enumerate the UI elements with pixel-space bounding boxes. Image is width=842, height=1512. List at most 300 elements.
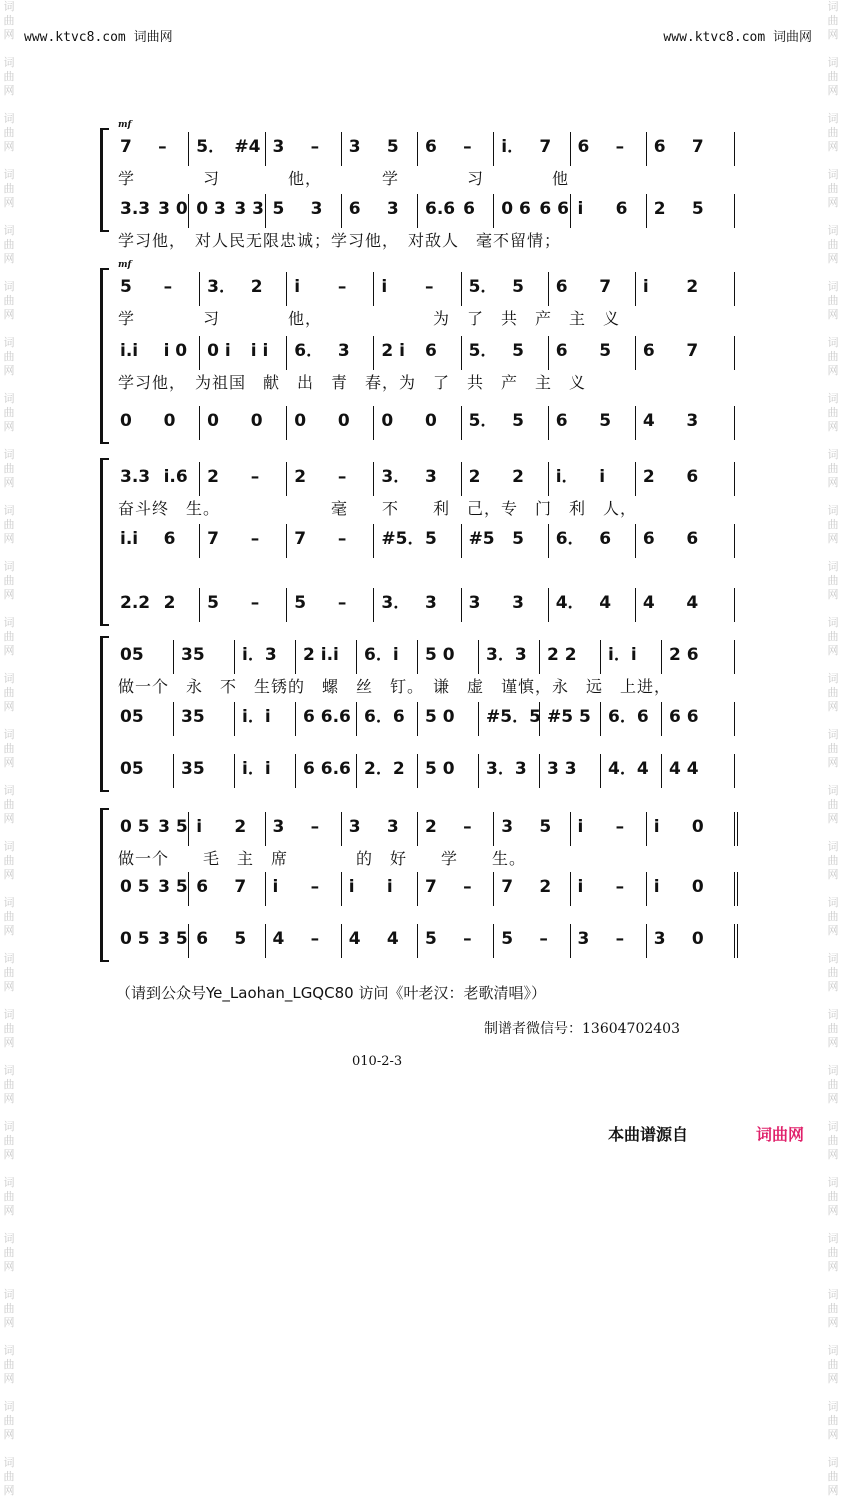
note-cell: 5	[425, 929, 437, 949]
note-cell: –	[310, 817, 320, 837]
bar-line	[661, 640, 662, 674]
note-cell: 0	[250, 411, 263, 431]
note-cell: 5	[512, 411, 524, 431]
note-cell: 6	[425, 137, 437, 157]
watermark-column-right: 词 曲 网 词 曲 网 词 曲 网 词 曲 网 词 曲 网 词 曲 网 词 曲 网 词 曲 网 词 曲 网 词 曲 网 词 曲 网 词 曲 网 词 曲 网 词 曲 网 词 曲 网 词 曲 网 词 曲 网 词 曲 网 词 曲 网 词 曲 网 词 曲 网 词 曲 网 词 曲 网 词 曲 网 词 曲 网 词 曲 网 词 曲 网	[827, 0, 839, 1497]
note-cell: 7	[234, 877, 247, 897]
note-cell: 35	[181, 707, 205, 727]
bar-line	[646, 132, 647, 166]
staff-line	[116, 524, 742, 554]
note-cell: 6	[642, 529, 655, 549]
note-cell: 4．	[555, 593, 585, 613]
bar-line	[646, 872, 647, 906]
note-cell: 0	[691, 817, 704, 837]
bar-line	[341, 872, 342, 906]
bar-line	[570, 132, 571, 166]
end-bar-line	[734, 132, 735, 166]
bar-line	[373, 272, 374, 306]
note-cell: 2	[425, 817, 437, 837]
bar-line	[646, 194, 647, 228]
bar-line	[295, 640, 296, 674]
bar-line	[493, 132, 494, 166]
bar-line	[356, 754, 357, 788]
note-cell: i	[577, 877, 584, 897]
bar-line	[478, 702, 479, 736]
note-cell: 5．	[196, 137, 226, 157]
note-cell: 6	[686, 467, 699, 487]
note-cell: –	[163, 277, 173, 297]
note-cell: –	[463, 877, 472, 897]
note-cell: 6	[642, 341, 655, 361]
bar-line	[373, 524, 374, 558]
note-cell: 2	[234, 817, 247, 837]
note-cell: 0 5	[120, 817, 150, 837]
note-cell: 0 6	[501, 199, 531, 219]
bar-line	[341, 924, 342, 958]
note-cell: 2 i	[381, 341, 405, 361]
dynamic-marking: mf	[118, 260, 132, 270]
note-cell: –	[615, 929, 625, 949]
staff-line	[116, 702, 742, 732]
note-cell: 6	[577, 137, 590, 157]
note-cell: 3.3	[120, 467, 151, 487]
note-cell: i i	[250, 341, 269, 361]
note-cell: 5	[539, 817, 552, 837]
note-cell: i	[653, 877, 660, 897]
note-cell: i	[196, 817, 203, 837]
bar-line	[188, 872, 189, 906]
bar-line	[461, 272, 462, 306]
note-cell: 4	[686, 593, 699, 613]
note-cell: 2 2	[547, 645, 577, 665]
bar-line	[635, 336, 636, 370]
bar-line	[417, 872, 418, 906]
note-cell: 6 6	[669, 707, 699, 727]
note-cell: 0 5	[120, 929, 150, 949]
bar-line	[199, 272, 200, 306]
bar-line	[265, 812, 266, 846]
note-cell: 6	[615, 199, 628, 219]
bar-line	[286, 524, 287, 558]
score-system	[104, 640, 742, 788]
system-bracket	[100, 458, 109, 626]
staff-line	[116, 406, 742, 436]
bar-line	[635, 588, 636, 622]
bar-line	[417, 132, 418, 166]
note-cell: 4	[599, 593, 612, 613]
bar-line	[295, 702, 296, 736]
note-cell: 7	[686, 341, 699, 361]
bar-line	[356, 640, 357, 674]
bar-line	[373, 462, 374, 496]
note-cell: 6	[555, 411, 568, 431]
note-cell: 6．	[555, 529, 585, 549]
site-logo[interactable]: 词曲网	[756, 1125, 805, 1144]
note-cell: 4	[642, 411, 655, 431]
note-cell: 5	[234, 929, 247, 949]
bar-line	[548, 406, 549, 440]
note-cell: 3 5	[158, 929, 188, 949]
note-cell: 7	[425, 877, 437, 897]
note-cell: 5	[272, 199, 285, 219]
note-cell: 6．6	[608, 707, 649, 727]
note-cell: 2	[163, 593, 176, 613]
note-cell: 7	[501, 877, 514, 897]
maker-contact: 制谱者微信号：13604702403	[484, 1021, 680, 1037]
note-cell: 2 i.i	[303, 645, 339, 665]
lyric-line: 学 习 他， 学 习 他	[118, 169, 570, 188]
bar-line	[493, 924, 494, 958]
note-cell: 05	[120, 707, 144, 727]
note-cell: i．	[555, 467, 579, 487]
system-bracket	[100, 268, 109, 444]
note-cell: 0 5	[120, 877, 150, 897]
bar-line	[600, 640, 601, 674]
note-cell: 3	[348, 137, 361, 157]
bar-line	[570, 194, 571, 228]
note-cell: 2	[642, 467, 655, 487]
bar-line	[461, 524, 462, 558]
staff-line	[116, 462, 742, 492]
bar-line	[265, 872, 266, 906]
note-cell: 7	[120, 137, 132, 157]
bar-line	[661, 702, 662, 736]
bar-line	[548, 272, 549, 306]
note-cell: i	[381, 277, 388, 297]
note-cell: i	[642, 277, 649, 297]
note-cell: i	[272, 877, 279, 897]
note-cell: 3．	[381, 593, 411, 613]
note-cell: –	[615, 877, 625, 897]
staff-line	[116, 754, 742, 784]
note-cell: 3	[653, 929, 666, 949]
bar-line	[234, 640, 235, 674]
note-cell: –	[250, 467, 260, 487]
end-bar-line	[734, 406, 735, 440]
note-cell: 3	[501, 817, 514, 837]
note-cell: 6	[555, 341, 568, 361]
note-cell: 35	[181, 759, 205, 779]
bar-line	[570, 872, 571, 906]
bar-line	[199, 524, 200, 558]
note-cell: #5．	[381, 529, 425, 549]
note-cell: –	[539, 929, 548, 949]
end-bar-line	[734, 588, 735, 622]
note-cell: –	[158, 137, 167, 157]
note-cell: 7	[691, 137, 704, 157]
score-system	[104, 812, 742, 958]
note-cell: 4．4	[608, 759, 649, 779]
bar-line	[646, 812, 647, 846]
note-cell: –	[250, 593, 260, 613]
note-cell: 3 0	[158, 199, 188, 219]
note-cell: 5．	[468, 341, 498, 361]
note-cell: i.i	[120, 341, 139, 361]
end-bar-line	[734, 194, 735, 228]
note-cell: 2．2	[364, 759, 405, 779]
note-cell: 5	[512, 277, 524, 297]
note-cell: 3	[512, 593, 524, 613]
bar-line	[188, 812, 189, 846]
note-cell: 3	[386, 199, 399, 219]
note-cell: 3	[425, 467, 437, 487]
note-cell: 5	[512, 529, 524, 549]
note-cell: 5	[501, 929, 514, 949]
bar-line	[478, 754, 479, 788]
note-cell: #4	[234, 137, 261, 157]
bar-line	[417, 812, 418, 846]
note-cell: 5	[599, 341, 612, 361]
note-cell: 3	[272, 137, 285, 157]
note-cell: –	[337, 529, 347, 549]
note-cell: 4	[642, 593, 655, 613]
note-cell: 6	[425, 341, 437, 361]
bar-line	[548, 336, 549, 370]
note-cell: 0	[425, 411, 437, 431]
bar-line	[570, 812, 571, 846]
staff-line	[116, 588, 742, 618]
note-cell: i	[386, 877, 393, 897]
note-cell: 7	[599, 277, 612, 297]
bar-line	[478, 640, 479, 674]
bar-line	[373, 588, 374, 622]
end-bar-line	[734, 754, 735, 788]
note-cell: 6 6.6	[303, 759, 351, 779]
note-cell: 6	[686, 529, 699, 549]
bar-line	[646, 924, 647, 958]
note-cell: #5	[468, 529, 495, 549]
bar-line	[493, 812, 494, 846]
note-cell: 2	[207, 467, 219, 487]
bar-line	[548, 462, 549, 496]
note-cell: –	[250, 529, 260, 549]
note-cell: 3	[468, 593, 481, 613]
bar-line	[548, 524, 549, 558]
note-cell: 3	[272, 817, 285, 837]
bar-line	[417, 754, 418, 788]
end-bar-line	[734, 336, 735, 370]
note-cell: 7	[207, 529, 219, 549]
note-cell: 0	[120, 411, 132, 431]
note-cell: i 0	[163, 341, 188, 361]
note-cell: 6	[163, 529, 176, 549]
bar-line	[286, 462, 287, 496]
lyric-line: 学习他， 为祖国 献 出 青 春，为 了 共 产 主 义	[118, 373, 587, 392]
staff-line	[116, 336, 742, 366]
bar-line	[188, 924, 189, 958]
note-cell: 3	[310, 199, 323, 219]
note-cell: –	[310, 929, 320, 949]
note-cell: #5 5	[547, 707, 591, 727]
note-cell: 6	[599, 529, 612, 549]
note-cell: 2	[468, 467, 481, 487]
note-cell: 6 6.6	[303, 707, 351, 727]
bar-line	[461, 406, 462, 440]
note-cell: 3	[577, 929, 590, 949]
page-number: 010-2-3	[352, 1054, 403, 1069]
bar-line	[199, 462, 200, 496]
bar-line	[173, 702, 174, 736]
note-cell: 3．	[381, 467, 411, 487]
note-cell: 2.2	[120, 593, 151, 613]
bar-line	[173, 640, 174, 674]
note-cell: #5．5	[486, 707, 541, 727]
note-cell: 4	[386, 929, 399, 949]
note-cell: 3	[348, 817, 361, 837]
note-cell: i	[294, 277, 301, 297]
note-cell: 0	[691, 929, 704, 949]
note-cell: –	[337, 593, 347, 613]
bar-line	[461, 588, 462, 622]
bar-line	[570, 924, 571, 958]
source-label: 本曲谱源自	[608, 1125, 689, 1144]
bar-line	[341, 812, 342, 846]
note-cell: 3	[386, 817, 399, 837]
note-cell: 6	[555, 277, 568, 297]
bar-line	[373, 406, 374, 440]
note-cell: 0	[381, 411, 394, 431]
note-cell: 5	[599, 411, 612, 431]
note-cell: 3 3	[547, 759, 577, 779]
note-cell: –	[310, 137, 320, 157]
bar-line	[199, 406, 200, 440]
staff-line	[116, 872, 742, 902]
note-cell: 5	[294, 593, 307, 613]
note-cell: 5	[386, 137, 399, 157]
bar-line	[635, 462, 636, 496]
bar-line	[417, 640, 418, 674]
note-cell: 0	[691, 877, 704, 897]
note-cell: 5	[691, 199, 704, 219]
note-cell: i	[577, 817, 584, 837]
end-bar-line	[734, 272, 735, 306]
note-cell: 5	[425, 529, 437, 549]
note-cell: 6	[196, 929, 209, 949]
lyric-line: 奋斗终 生。 毫 不 利 己，专 门 利 人，	[118, 499, 638, 518]
note-cell: 5	[512, 341, 524, 361]
bar-line	[635, 524, 636, 558]
note-cell: 2	[686, 277, 699, 297]
bar-line	[286, 272, 287, 306]
note-cell: 5 0	[425, 707, 455, 727]
bar-line	[265, 194, 266, 228]
note-cell: 3．3	[486, 645, 527, 665]
score-system	[104, 462, 742, 622]
note-cell: 6	[348, 199, 361, 219]
note-cell: 2	[539, 877, 552, 897]
bar-line	[548, 588, 549, 622]
note-cell: 6.6	[425, 199, 456, 219]
staff-line	[116, 924, 742, 954]
bar-line	[600, 754, 601, 788]
note-cell: –	[463, 817, 472, 837]
footer-note: （请到公众号Ye_Laohan_LGQC80 访问《叶老汉：老歌清唱》）	[116, 984, 546, 1002]
bar-line	[539, 640, 540, 674]
note-cell: 5．	[468, 277, 498, 297]
note-cell: 5 0	[425, 645, 455, 665]
note-cell: 3．	[207, 277, 236, 297]
bar-line	[341, 194, 342, 228]
note-cell: 3 5	[158, 877, 188, 897]
note-cell: 6．	[294, 341, 324, 361]
lyric-line: 做一个 毛 主 席 的 好 学 生。	[118, 849, 527, 868]
note-cell: i．	[501, 137, 525, 157]
note-cell: –	[463, 929, 472, 949]
note-cell: 35	[181, 645, 205, 665]
final-bar-line	[734, 812, 738, 846]
note-cell: 5	[120, 277, 132, 297]
note-cell: i.6	[163, 467, 188, 487]
bar-line	[635, 272, 636, 306]
note-cell: i	[653, 817, 660, 837]
note-cell: –	[337, 277, 347, 297]
bar-line	[600, 702, 601, 736]
final-bar-line	[734, 872, 738, 906]
note-cell: 2	[294, 467, 307, 487]
note-cell: 0 i	[207, 341, 231, 361]
note-cell: 3	[425, 593, 437, 613]
note-cell: 6．6	[364, 707, 405, 727]
note-cell: 5	[207, 593, 219, 613]
watermark-column-left: 词 曲 网 词 曲 网 词 曲 网 词 曲 网 词 曲 网 词 曲 网 词 曲 网 词 曲 网 词 曲 网 词 曲 网 词 曲 网 词 曲 网 词 曲 网 词 曲 网 词 曲 网 词 曲 网 词 曲 网 词 曲 网 词 曲 网 词 曲 网 词 曲 网 词 曲 网 词 曲 网 词 曲 网 词 曲 网 词 曲 网 词 曲 网	[3, 0, 15, 1497]
note-cell: 2	[653, 199, 666, 219]
bar-line	[417, 194, 418, 228]
dynamic-marking: mf	[118, 120, 132, 130]
bar-line	[265, 924, 266, 958]
note-cell: i.i	[120, 529, 139, 549]
note-cell: 6	[463, 199, 475, 219]
note-cell: 6	[196, 877, 209, 897]
note-cell: 2 6	[669, 645, 699, 665]
site-header-left: www.ktvc8.com 词曲网	[24, 30, 173, 45]
staff-line	[116, 132, 742, 162]
bar-line	[461, 336, 462, 370]
bar-line	[661, 754, 662, 788]
note-cell: 4	[272, 929, 285, 949]
note-cell: i．i	[608, 645, 637, 665]
end-bar-line	[734, 462, 735, 496]
system-bracket	[100, 636, 109, 792]
bar-line	[173, 754, 174, 788]
note-cell: 5 0	[425, 759, 455, 779]
bar-line	[373, 336, 374, 370]
staff-line	[116, 272, 742, 302]
lyric-line: 学 习 他， 为 了 共 产 主 义	[118, 309, 621, 328]
system-bracket	[100, 128, 109, 232]
note-cell: 6．i	[364, 645, 399, 665]
note-cell: 3	[686, 411, 699, 431]
bar-line	[188, 194, 189, 228]
note-cell: 05	[120, 645, 144, 665]
note-cell: –	[310, 877, 320, 897]
note-cell: 3 5	[158, 817, 188, 837]
note-cell: 3．3	[486, 759, 527, 779]
note-cell: 4	[348, 929, 361, 949]
end-bar-line	[734, 524, 735, 558]
note-cell: 3	[337, 341, 350, 361]
staff-line	[116, 194, 742, 224]
note-cell: 2	[250, 277, 263, 297]
note-cell: 3.3	[120, 199, 151, 219]
note-cell: –	[425, 277, 434, 297]
note-cell: –	[615, 817, 625, 837]
note-cell: –	[615, 137, 625, 157]
bar-line	[286, 588, 287, 622]
bar-line	[199, 336, 200, 370]
note-cell: 05	[120, 759, 144, 779]
note-cell: 0 3	[196, 199, 226, 219]
score-system	[104, 260, 742, 440]
